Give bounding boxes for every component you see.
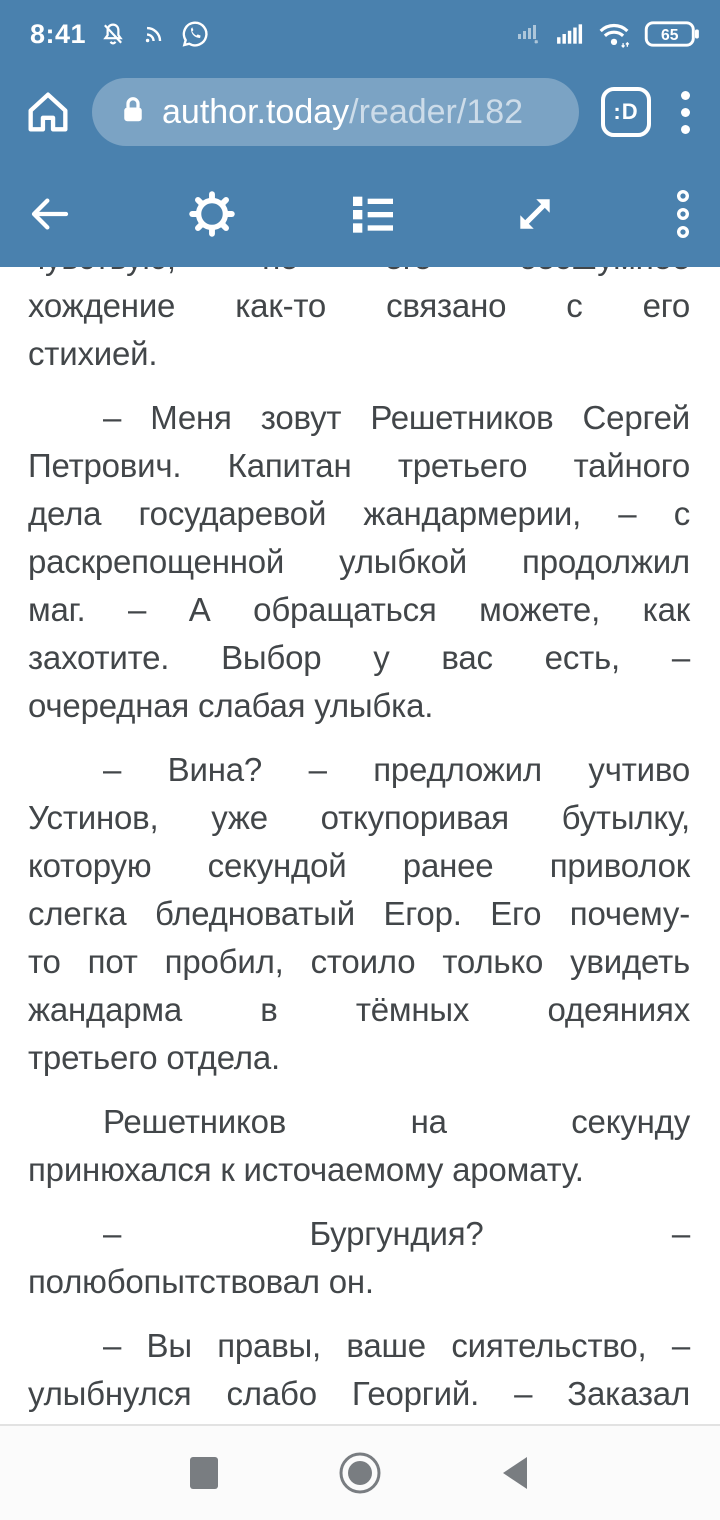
text-line: – Вина? – предложил учтиво [103, 751, 690, 788]
tab-switcher-icon[interactable] [601, 87, 651, 137]
system-nav-bar [0, 1424, 720, 1520]
text-line: улыбнулся слабо Георгий. – Заказал [28, 1375, 690, 1412]
paragraph [28, 1210, 690, 1306]
whatsapp-icon [179, 18, 211, 50]
text-line: маг. – А обращаться можете, как [28, 591, 690, 628]
toc-list-icon[interactable] [349, 190, 397, 238]
paragraph [28, 746, 690, 1082]
text-line: – Вы правы, ваше сиятельство, – [103, 1327, 690, 1364]
text-line: – Бургундия? – [103, 1215, 690, 1252]
text-line: захотите. Выбор у вас есть, – [28, 639, 690, 676]
text-line: полюбопытствовал он. [28, 1263, 374, 1300]
paragraph [28, 1322, 690, 1418]
fullscreen-expand-icon[interactable] [512, 191, 558, 237]
text-line: принюхался к источаемому аромату. [28, 1151, 584, 1188]
text-line: слегка бледноватый Егор. Его почему- [28, 895, 690, 932]
text-line: стихией. [28, 335, 158, 372]
reader-overflow-icon[interactable] [672, 190, 694, 238]
home-circle-icon[interactable] [338, 1451, 382, 1495]
home-icon[interactable] [22, 86, 74, 138]
text-line: жандарма в тёмных одеяниях [28, 991, 690, 1028]
url-field[interactable] [92, 78, 579, 146]
text-line: Петрович. Капитан третьего тайного [28, 447, 690, 484]
status-bar [0, 0, 720, 62]
battery-percent-label: 65 [661, 27, 679, 45]
lock-icon [118, 93, 148, 132]
paragraph [28, 1098, 690, 1194]
url-path: /reader/182 [349, 92, 524, 131]
back-arrow-icon[interactable] [26, 190, 74, 238]
recents-square-icon[interactable] [182, 1451, 226, 1495]
battery-icon [644, 19, 700, 49]
url-text [162, 93, 523, 132]
tab-count-label: :D [613, 99, 639, 124]
text-line: Решетников на секунду [103, 1103, 690, 1140]
url-host: author.today [162, 92, 350, 131]
signal-strength-icon [556, 20, 584, 48]
text-line: раскрепощенной улыбкой продолжил [28, 543, 690, 580]
reader-content[interactable] [28, 267, 690, 1424]
reader-toolbar [0, 170, 720, 267]
text-line: то пот пробил, стоило только увидеть [28, 943, 690, 980]
text-line: – Меня зовут Решетников Сергей [103, 399, 690, 436]
settings-gear-icon[interactable] [189, 191, 235, 237]
browser-menu-icon[interactable] [681, 91, 690, 134]
text-line: третьего отдела. [28, 1039, 280, 1076]
sim2-no-signal-icon [517, 21, 543, 47]
rss-waves-icon [140, 21, 166, 47]
wifi-icon [597, 19, 631, 49]
address-bar [0, 62, 720, 170]
browser-chrome [0, 0, 720, 267]
text-line: дела государевой жандармерии, – с [28, 495, 690, 532]
text-line: которую секундой ранее приволок [28, 847, 690, 884]
text-line: Устинов, уже откупоривая бутылку, [28, 799, 690, 836]
back-triangle-icon[interactable] [494, 1451, 538, 1495]
paragraph [28, 394, 690, 730]
clock: 8:41 [30, 18, 87, 49]
text-line: хождение как-то связано с его [28, 287, 690, 324]
text-line: очередная слабая улыбка. [28, 687, 434, 724]
bell-muted-icon [99, 20, 127, 48]
